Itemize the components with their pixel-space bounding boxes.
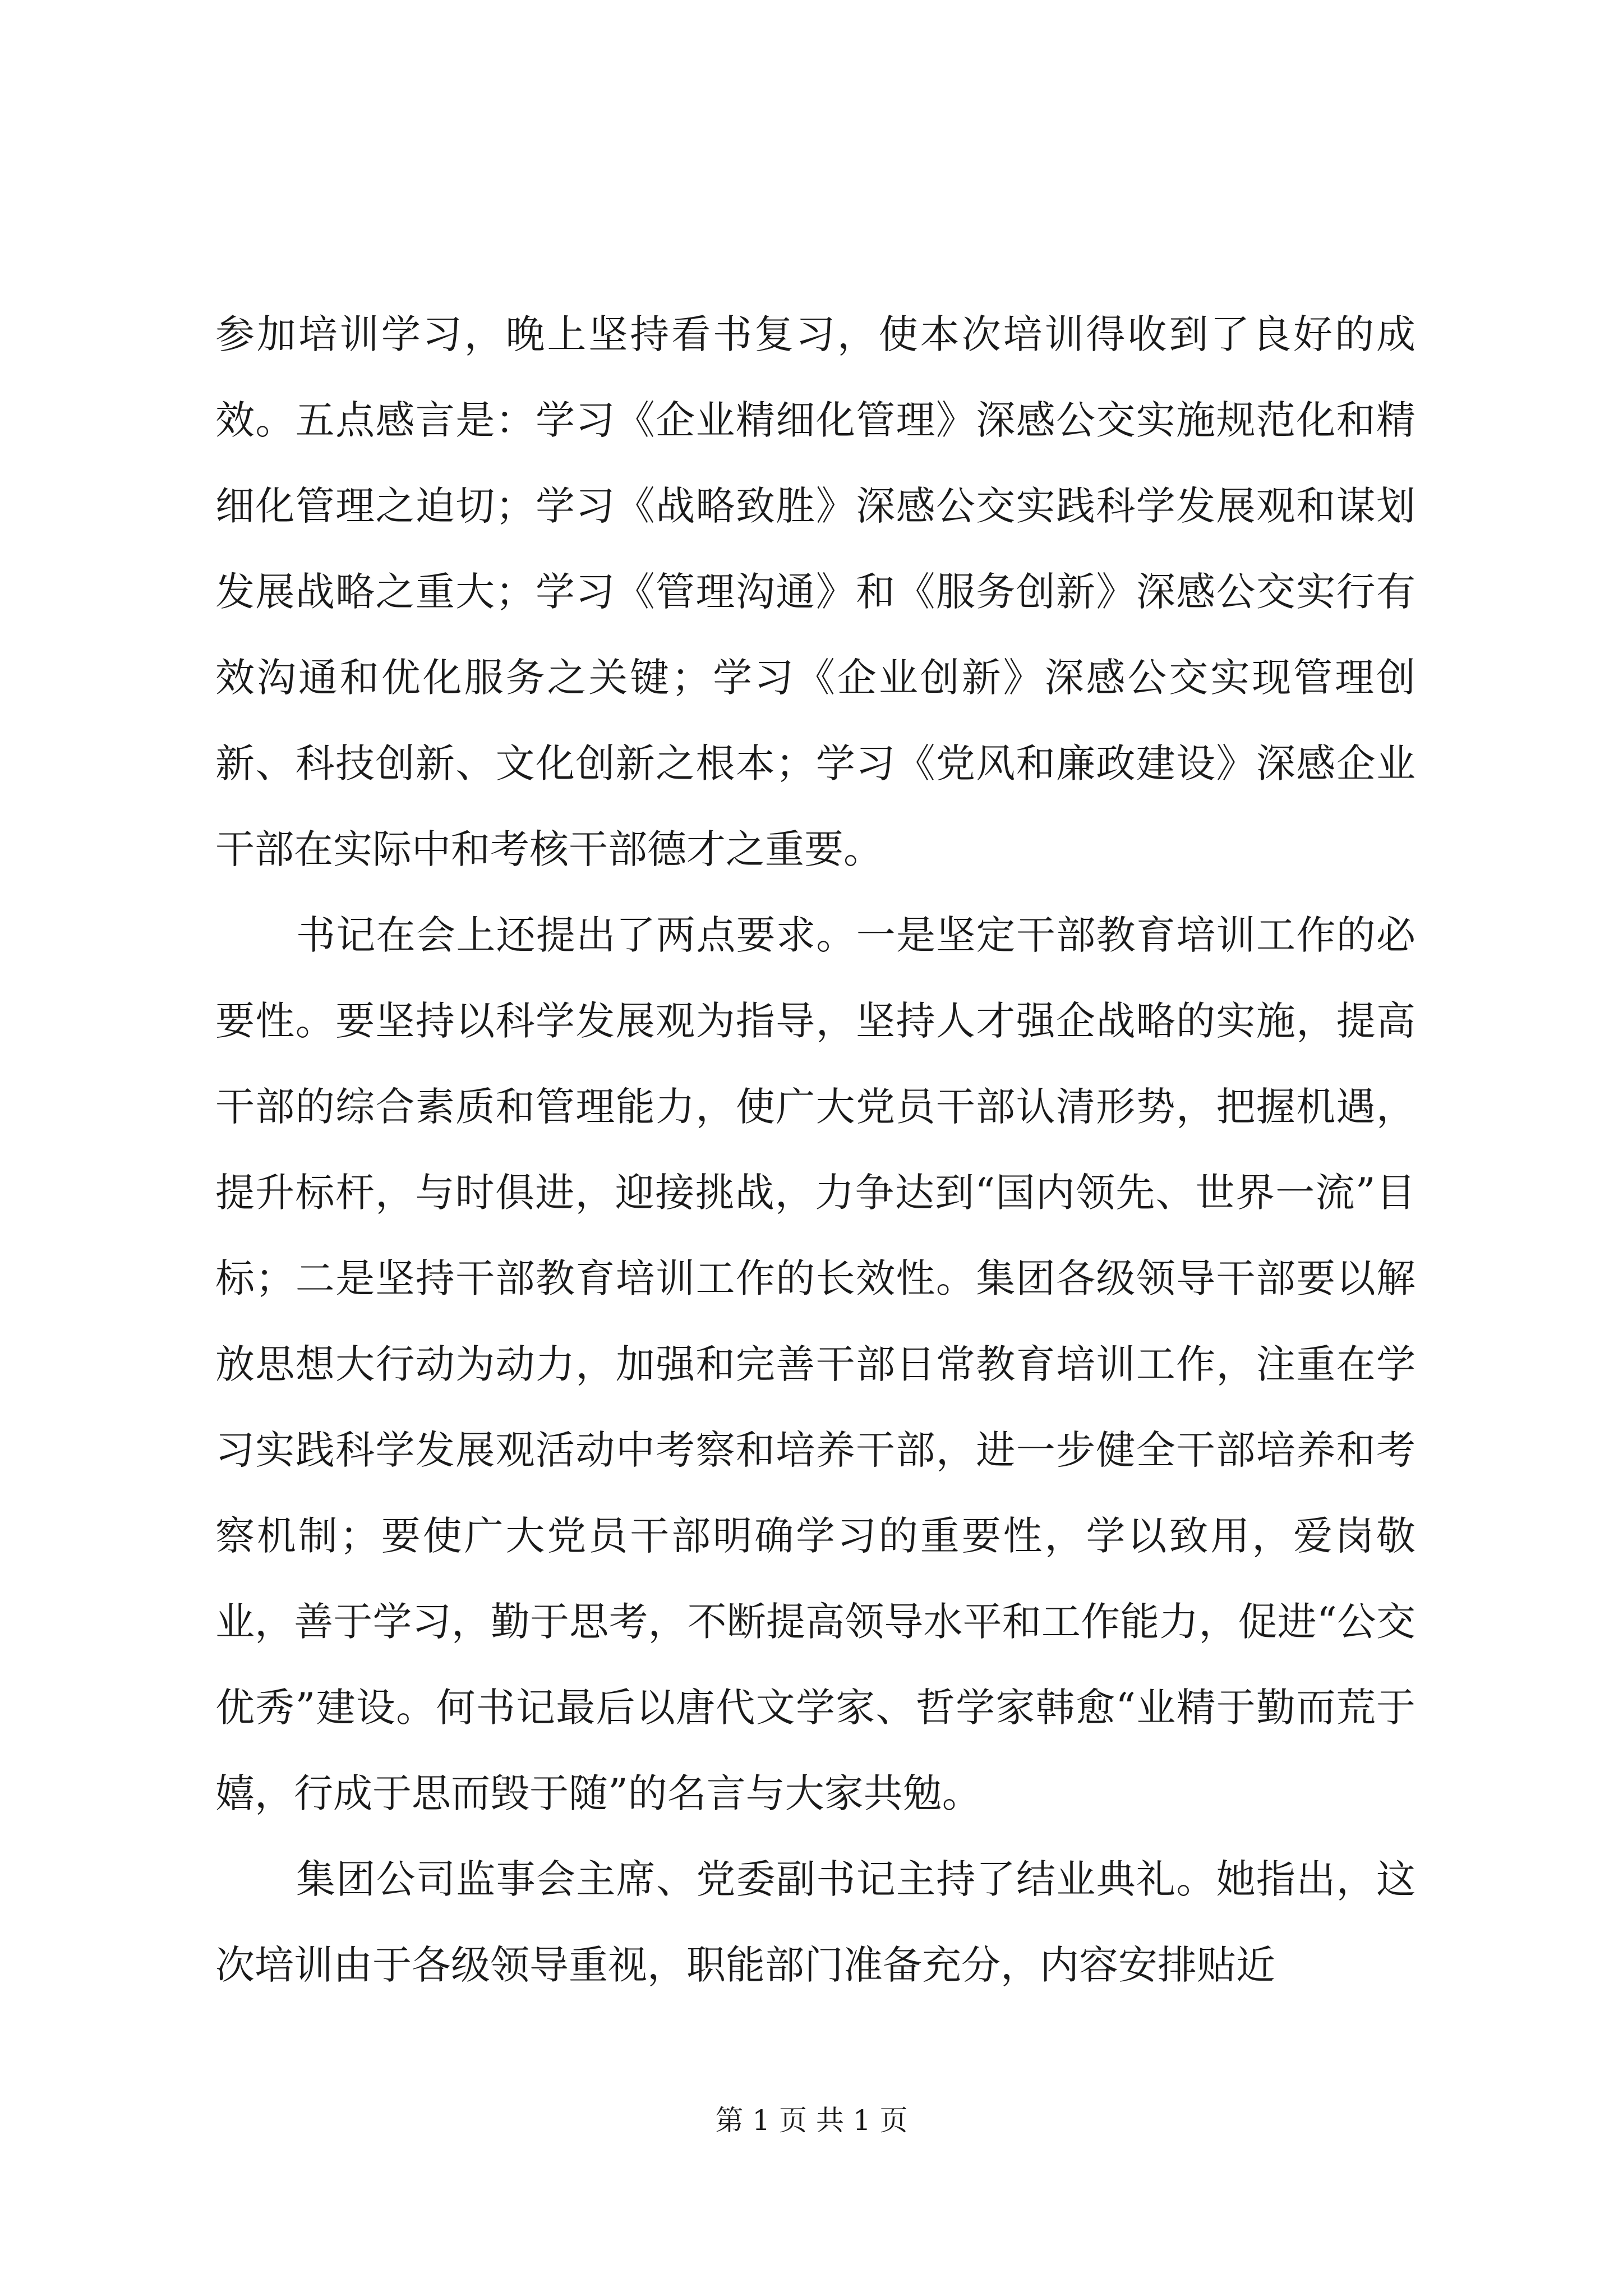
- paragraph-2: 书记在会上还提出了两点要求。一是坚定干部教育培训工作的必要性。要坚持以科学发展观为指导，坚持人才强企战略的实施，提高干部的综合素质和管理能力，使广大党员干部认清形势，把握机遇，提升标杆，与时俱进，迎接挑战，力争达到“国内领先、世界一流”目标；二是坚持干部教育培训工作的长效性。集团各级领导干部要以解放思想大行动为动力，加强和完善干部日常教育培训工作，注重在学习实践科学发展观活动中考察和培养干部，进一步健全干部培养和考察机制；要使广大党员干部明确学习的重要性，学以致用，爱岗敬业，善于学习，勤于思考，不断提高领导水平和工作能力，促进“公交优秀”建设。何书记最后以唐代文学家、哲学家韩愈“业精于勤而荒于嬉，行成于思而毁于随”的名言与大家共勉。: [215, 912, 1415, 1816]
- paragraph-3: 集团公司监事会主席、党委副书记主持了结业典礼。她指出，这次培训由于各级领导重视，职能部门准备充分，内容安排贴近: [215, 1856, 1415, 1988]
- document-body: [215, 292, 1415, 2008]
- page-footer: 第 1 页 共 1 页: [715, 2104, 908, 2137]
- paragraph-1: 参加培训学习，晚上坚持看书复习，使本次培训得收到了良好的成效。五点感言是：学习《企业精细化管理》深感公交实施规范化和精细化管理之迫切；学习《战略致胜》深感公交实践科学发展观和谋划发展战略之重大；学习《管理沟通》和《服务创新》深感公交实行有效沟通和优化服务之关键；学习《企业创新》深感公交实现管理创新、科技创新、文化创新之根本；学习《党风和廉政建设》深感企业干部在实际中和考核干部德才之重要。: [215, 311, 1415, 872]
